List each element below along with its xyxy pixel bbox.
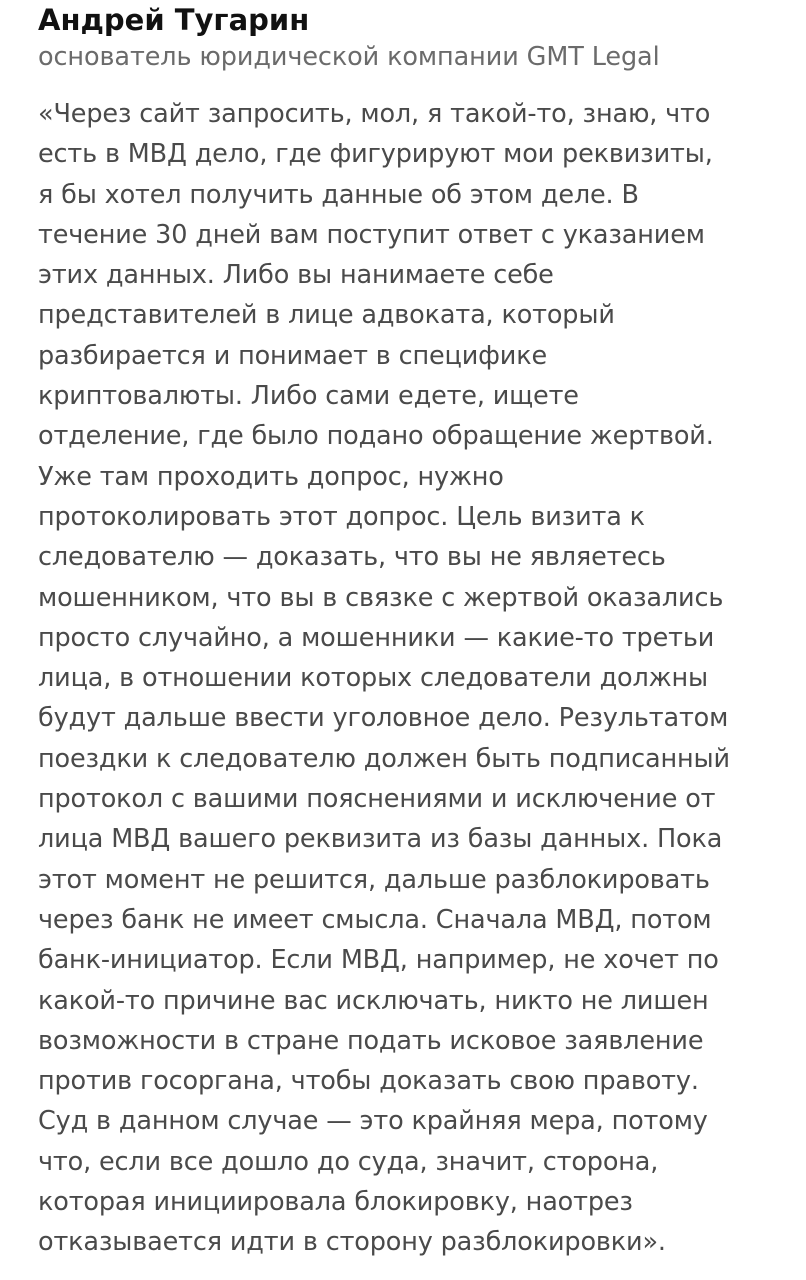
quote-line: следователю — доказать, что вы не являетесь (38, 542, 666, 573)
quote-line: «Через сайт запросить, мол, я такой-то, знаю, что (38, 99, 711, 129)
quote-line: лица, в отношении которых следователи должны (38, 663, 708, 694)
quote-line: просто случайно, а мошенники — какие-то третьи (38, 622, 715, 653)
quote-line: протоколировать этот допрос. Цель визита к (38, 501, 645, 532)
quote-line: течение 30 дней вам поступит ответ с указанием (38, 219, 705, 250)
quote-line: представителей в лице адвоката, который (38, 300, 615, 331)
quote-line: отказывается идти в сторону разблокировки». (38, 1227, 666, 1258)
author-role: основатель юридической компании GMT Legal (38, 42, 660, 72)
quote-line: банк-инициатор. Если МВД, например, не хочет по (38, 945, 719, 976)
quote-line: есть в МВД дело, где фигурируют мои реквизиты, (38, 139, 713, 170)
quote-line: Уже там проходить допрос, нужно (38, 461, 504, 492)
quote-line: возможности в стране подать исковое заявление (38, 1025, 704, 1056)
quote-card (38, 0, 778, 1263)
quote-line: будут дальше ввести уголовное дело. Результатом (38, 703, 729, 734)
quote-line: этот момент не решится, дальше разблокировать (38, 864, 710, 895)
quote-line: лица МВД вашего реквизита из базы данных. Пока (38, 824, 723, 855)
quote-line: разбирается и понимает в специфике (38, 340, 548, 371)
quote-line: через банк не имеет смысла. Сначала МВД, потом (38, 904, 712, 935)
author-name: Андрей Тугарин (38, 3, 310, 37)
quote-line: Суд в данном случае — это крайняя мера, потому (38, 1106, 708, 1137)
quote-line: против госоргана, чтобы доказать свою правоту. (38, 1066, 699, 1097)
quote-line: этих данных. Либо вы нанимаете себе (38, 260, 554, 291)
quote-line: какой-то причине вас исключать, никто не лишен (38, 985, 709, 1016)
quote-line: поездки к следователю должен быть подписанный (38, 743, 730, 774)
quote-line: я бы хотел получить данные об этом деле. В (38, 179, 639, 210)
quote-line: что, если все дошло до суда, значит, сторона, (38, 1146, 659, 1177)
quote-line: криптовалюты. Либо сами едете, ищете (38, 381, 579, 412)
quote-text (38, 94, 778, 1263)
quote-line: отделение, где было подано обращение жертвой. (38, 421, 714, 452)
quote-line: которая инициировала блокировку, наотрез (38, 1187, 633, 1218)
quote-line: протокол с вашими пояснениями и исключение от (38, 784, 716, 815)
quote-line: мошенником, что вы в связке с жертвой оказались (38, 582, 724, 613)
